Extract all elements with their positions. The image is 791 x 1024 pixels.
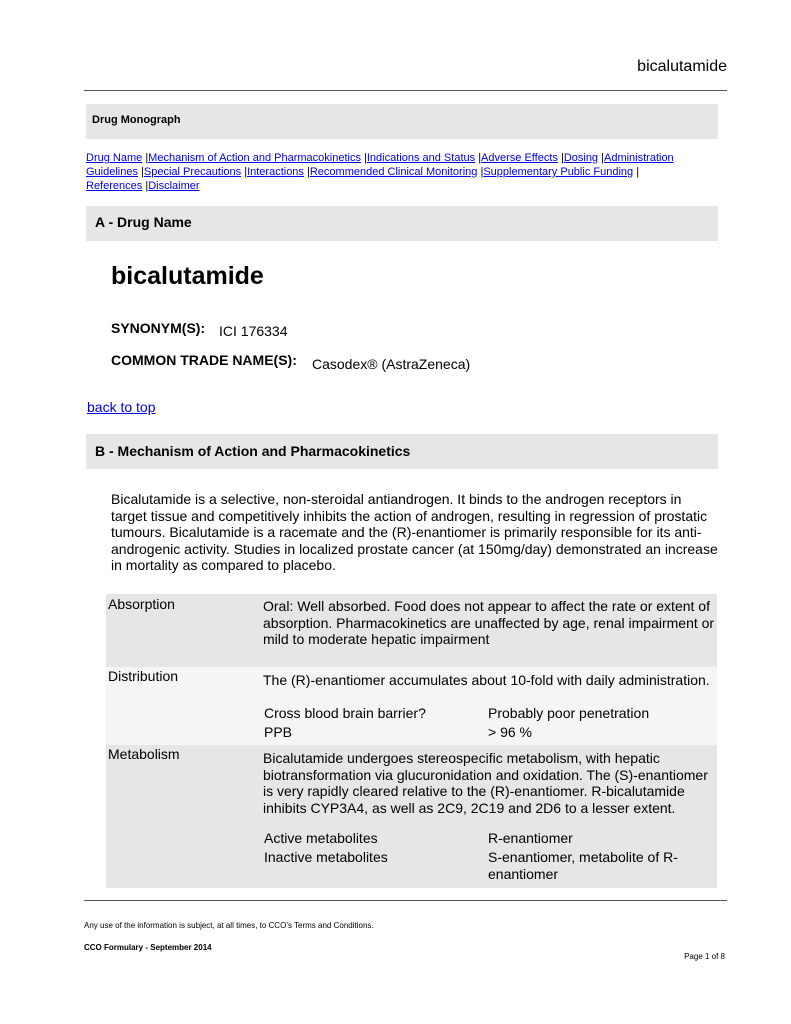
nav-link-mechanism[interactable]: Mechanism of Action and Pharmacokinetics xyxy=(148,152,361,164)
nav-link-disclaimer[interactable]: Disclaimer xyxy=(148,180,200,192)
header-divider xyxy=(84,90,727,91)
footer-formulary: CCO Formulary - September 2014 xyxy=(84,943,212,952)
nav-link-interactions[interactable]: Interactions xyxy=(247,166,304,178)
inactive-metabolites-value: S-enantiomer, metabolite of R-enantiomer xyxy=(488,849,678,882)
monograph-label: Drug Monograph xyxy=(92,114,181,126)
distribution-label: Distribution xyxy=(108,668,179,684)
synonyms-label: SYNONYM(S): xyxy=(111,320,206,336)
nav-link-drug-name[interactable]: Drug Name xyxy=(86,152,143,164)
nav-link-public-funding[interactable]: Supplementary Public Funding xyxy=(483,166,634,178)
nav-link-administration[interactable]: Administration Guidelines xyxy=(86,152,674,178)
back-to-top-link[interactable]: back to top xyxy=(87,399,156,415)
active-metabolites-key: Active metabolites xyxy=(264,830,378,846)
nav-link-indications[interactable]: Indications and Status xyxy=(366,152,476,164)
nav-link-adverse-effects[interactable]: Adverse Effects xyxy=(481,152,558,164)
nav-link-special-precautions[interactable]: Special Precautions xyxy=(143,166,242,178)
nav-separator: | xyxy=(145,152,149,164)
document-header-title: bicalutamide xyxy=(637,58,727,75)
ppb-value: > 96 % xyxy=(488,724,532,740)
nav-link-dosing[interactable]: Dosing xyxy=(563,152,599,164)
page-number: Page 1 of 8 xyxy=(684,952,725,961)
absorption-text: Oral: Well absorbed. Food does not appear to affect the rate or extent of absorption. Pharmacokinetics are unaffected by age, renal impairment or mild to moderate hepatic impairment xyxy=(263,598,715,647)
metabolism-text: Bicalutamide undergoes stereospecific metabolism, with hepatic biotransformation via glucuronidation and oxidation. The (S)-enantiomer is very rapidly cleared relative to the (R)-enantiomer. R-bicalutamide inhibits CYP3A4, as well as 2C9, 2C19 and 2D6 to a lesser extent. xyxy=(263,750,708,816)
nav-separator: | xyxy=(244,166,248,178)
nav-separator: | xyxy=(145,180,149,192)
nav-separator: | xyxy=(141,166,144,178)
trade-name-value: Casodex® (AstraZeneca) xyxy=(312,356,471,372)
synonyms-value: ICI 176334 xyxy=(219,323,288,339)
mechanism-description: Bicalutamide is a selective, non-steroidal antiandrogen. It binds to the androgen receptors in target tissue and competitively inhibits the action of androgen, resulting in regression of prostatic tumours. Bicalutamide is a racemate and the (R)-enantiomer is primarily responsible for its anti-androgenic activity. Studies in localized prostate cancer (at 150mg/day) demonstrated an increase in mortality as compared to placebo. xyxy=(111,491,718,573)
footer-terms: Any use of the information is subject, at all times, to CCO’s Terms and Conditions. xyxy=(84,921,374,930)
nav-separator: | xyxy=(307,166,310,178)
nav-separator: | xyxy=(364,152,367,164)
drug-name-heading: bicalutamide xyxy=(111,262,264,290)
nav-link-references[interactable]: References xyxy=(86,180,143,192)
footer-divider xyxy=(84,900,727,901)
nav-separator: | xyxy=(480,166,484,178)
nav-link-clinical-monitoring[interactable]: Recommended Clinical Monitoring xyxy=(309,166,478,178)
bbb-value: Probably poor penetration xyxy=(488,705,650,721)
nav-separator: | xyxy=(601,152,604,164)
metabolism-label: Metabolism xyxy=(108,746,180,762)
section-a-title: A - Drug Name xyxy=(95,214,192,230)
nav-separator: | xyxy=(478,152,482,164)
section-b-title: B - Mechanism of Action and Pharmacokinetics xyxy=(95,443,411,459)
ppb-key: PPB xyxy=(264,724,293,740)
nav-separator: | xyxy=(636,166,640,178)
nav-separator: | xyxy=(560,152,564,164)
bbb-key: Cross blood brain barrier? xyxy=(264,705,426,721)
inactive-metabolites-key: Inactive metabolites xyxy=(264,849,388,865)
active-metabolites-value: R-enantiomer xyxy=(488,830,573,846)
absorption-label: Absorption xyxy=(108,596,175,612)
distribution-text: The (R)-enantiomer accumulates about 10-fold with daily administration. xyxy=(263,672,710,688)
trade-name-label: COMMON TRADE NAME(S): xyxy=(111,352,297,368)
section-navigation xyxy=(86,151,718,193)
